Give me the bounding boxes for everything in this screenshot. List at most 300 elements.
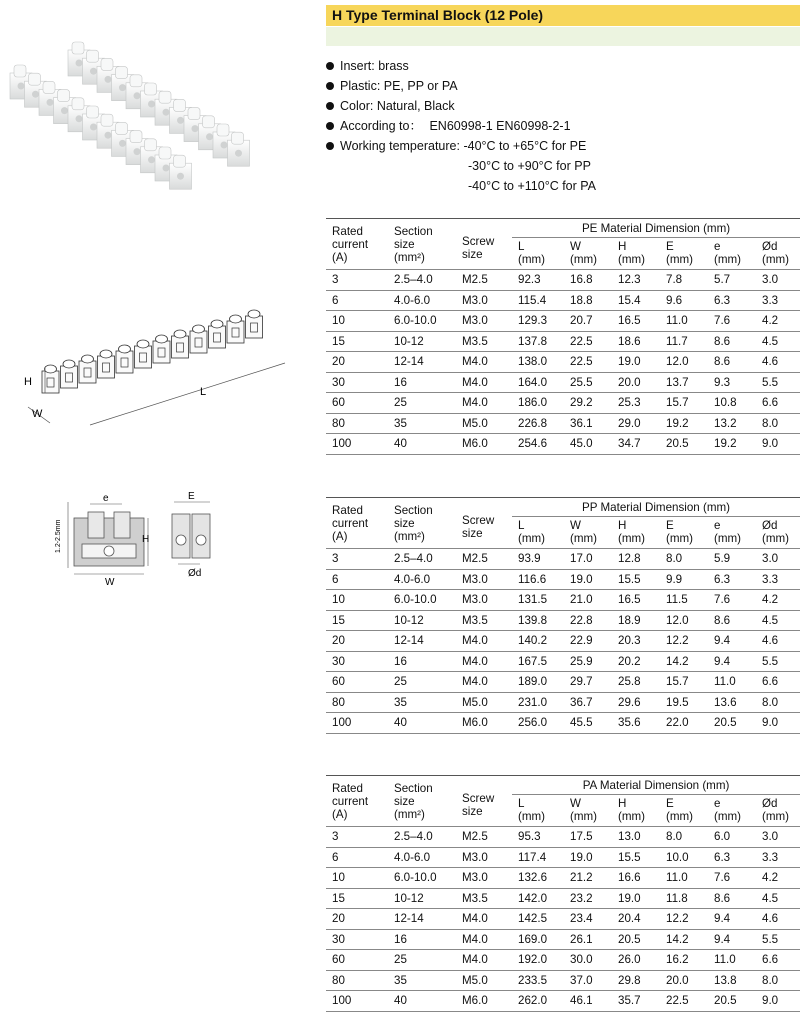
table-cell: 19.2 [660,413,708,434]
table-cell: 8.6 [708,352,756,373]
header-line: Section [394,782,433,795]
table-cell: 10-12 [388,888,456,909]
table-cell: 3 [326,270,388,291]
table-cell: 3 [326,827,388,848]
table-row [326,413,800,434]
table-cell: 20.4 [612,909,660,930]
table-row [326,331,800,352]
table-cell: 3.3 [756,290,800,311]
header-line: (A) [332,251,348,264]
table-cell: 186.0 [512,393,564,414]
table-cell: 138.0 [512,352,564,373]
table-cell: 95.3 [512,827,564,848]
header-line: (mm²) [394,808,425,821]
table-cell: 30 [326,372,388,393]
spec-item: Working temperature: -40°C to +65°C for PE [326,136,796,156]
table-cell: 115.4 [512,290,564,311]
table-row [326,970,800,991]
table-cell: 26.0 [612,950,660,971]
table-cell: M4.0 [456,950,512,971]
table-cell: 6.6 [756,672,800,693]
table-cell: 19.0 [612,888,660,909]
table-cell: 8.0 [660,827,708,848]
table-cell: 8.0 [756,692,800,713]
table-cell: M3.0 [456,590,512,611]
table-cell: 8.0 [756,970,800,991]
table-cell: 60 [326,672,388,693]
header-line: H [618,240,627,253]
table-cell: 9.0 [756,991,800,1012]
table-cell: 26.1 [564,929,612,950]
table-cell: 29.6 [612,692,660,713]
table-cell: 16 [388,929,456,950]
E-big-label: E [188,491,195,502]
table-cell: 13.0 [612,827,660,848]
table-cell: M4.0 [456,372,512,393]
table-cell: 80 [326,413,388,434]
header-line: Rated [332,225,363,238]
table-cell: 137.8 [512,331,564,352]
spec-item: Insert: brass [326,56,796,76]
table-row [326,569,800,590]
table-cell: 15.7 [660,672,708,693]
table-cell: 12-14 [388,909,456,930]
table-cell: 20.5 [660,434,708,455]
table-cell: 256.0 [512,713,564,734]
header-col [612,795,660,827]
header-line: E [666,240,674,253]
header-line: H [618,519,627,532]
table-cell: M4.0 [456,651,512,672]
range-label: 1.2-2.5mm [55,519,62,553]
table-cell: 13.7 [660,372,708,393]
table-row [326,651,800,672]
header-line: (mm) [762,532,790,545]
table-cell: 35.6 [612,713,660,734]
table-cell: 131.5 [512,590,564,611]
table-cell: 18.8 [564,290,612,311]
table-cell: 60 [326,393,388,414]
table-cell: 13.8 [708,970,756,991]
header-col [512,238,564,270]
table-cell: 8.6 [708,610,756,631]
table-cell: 4.0-6.0 [388,290,456,311]
table-cell: 16.6 [612,868,660,889]
header-line: size [462,248,483,261]
table-cell: 5.5 [756,372,800,393]
table-cell: 60 [326,950,388,971]
title-sub-bar [326,27,800,46]
header-line: W [570,240,581,253]
table-row [326,352,800,373]
header-line: L [518,797,525,810]
header-col [612,517,660,549]
header-line: e [714,519,721,532]
table-cell: 20.0 [612,372,660,393]
table-cell: 9.0 [756,434,800,455]
table-cell: 30.0 [564,950,612,971]
header-line: (mm²) [394,251,425,264]
table-cell: 12.2 [660,909,708,930]
spec-list [326,56,796,196]
table-cell: 30 [326,651,388,672]
table-cell: 12.2 [660,631,708,652]
table-cell: 22.5 [564,331,612,352]
table-cell: 10 [326,868,388,889]
table-cell: 3.0 [756,270,800,291]
header-line: (mm) [666,532,694,545]
table-cell: 6.3 [708,290,756,311]
table-cell: 140.2 [512,631,564,652]
header-rated-current [326,219,388,270]
table-cell: 16.5 [612,590,660,611]
table-cell: 40 [388,434,456,455]
table-cell: M6.0 [456,991,512,1012]
header-line: Rated [332,782,363,795]
table-cell: 9.6 [660,290,708,311]
table-cell: 5.5 [756,651,800,672]
table-cell: 20.5 [708,991,756,1012]
header-line: (mm) [714,253,742,266]
table-cell: 11.5 [660,590,708,611]
table-cell: 116.6 [512,569,564,590]
table-cell: 11.0 [708,672,756,693]
table-cell: 142.0 [512,888,564,909]
bullet-icon [326,62,334,70]
table-cell: 20.7 [564,311,612,332]
table-cell: M2.5 [456,827,512,848]
table-cell: 14.2 [660,929,708,950]
table-cell: 22.0 [660,713,708,734]
table-row [326,590,800,611]
table-cell: 46.1 [564,991,612,1012]
table-cell: 6.0-10.0 [388,868,456,889]
header-col [756,795,800,827]
table-cell: M3.5 [456,331,512,352]
table-cell: M2.5 [456,549,512,570]
header-col [660,517,708,549]
header-rated-current [326,776,388,827]
table-cell: 254.6 [512,434,564,455]
table-cell: 21.0 [564,590,612,611]
spec-item: Plastic: PE, PP or PA [326,76,796,96]
table-cell: 16.8 [564,270,612,291]
table-cell: 9.9 [660,569,708,590]
table-cell: 12.0 [660,610,708,631]
table-cell: 12.3 [612,270,660,291]
table-cell: 167.5 [512,651,564,672]
dim-h-label: H [24,376,32,388]
table-cell: M5.0 [456,413,512,434]
dimension-table [326,497,800,734]
table-cell: 22.9 [564,631,612,652]
header-screw-size [456,776,512,827]
table-cell: 4.5 [756,888,800,909]
table-cell: 15 [326,888,388,909]
header-line: (mm) [762,810,790,823]
table-row [326,270,800,291]
spec-temp-pp: -30°C to +90°C for PP [468,159,591,173]
header-col [756,517,800,549]
table-cell: 11.8 [660,888,708,909]
material-heading: PA Material Dimension (mm) [512,776,800,795]
table-cell: 6.0-10.0 [388,311,456,332]
material-heading: PE Material Dimension (mm) [512,219,800,238]
table-cell: 20.2 [612,651,660,672]
table-cell: 35 [388,692,456,713]
header-col [612,238,660,270]
table-cell: M3.5 [456,610,512,631]
table-cell: 15.5 [612,847,660,868]
table-cell: M4.0 [456,393,512,414]
header-line: e [714,797,721,810]
section-drawing [50,490,310,590]
table-cell: 4.0-6.0 [388,569,456,590]
table-cell: 7.8 [660,270,708,291]
table-row [326,610,800,631]
header-line: size [462,527,483,540]
header-col [756,238,800,270]
bullet-icon [326,122,334,130]
table-cell: 20.5 [612,929,660,950]
table-cell: 35 [388,413,456,434]
table-cell: 19.5 [660,692,708,713]
table-cell: 19.0 [564,847,612,868]
table-cell: 4.2 [756,590,800,611]
table-row [326,847,800,868]
table-cell: 9.0 [756,713,800,734]
table-row [326,372,800,393]
table-cell: M3.0 [456,290,512,311]
table-cell: M3.0 [456,847,512,868]
header-line: (A) [332,530,348,543]
header-line: e [714,240,721,253]
table-cell: 100 [326,991,388,1012]
table-cell: 20.3 [612,631,660,652]
table-cell: 9.4 [708,651,756,672]
table-cell: 233.5 [512,970,564,991]
header-line: (mm) [518,810,546,823]
W2-label: W [105,577,115,588]
table-row [326,631,800,652]
table-cell: M4.0 [456,631,512,652]
table-cell: 9.4 [708,909,756,930]
header-col [660,795,708,827]
header-line: W [570,519,581,532]
table-cell: 100 [326,713,388,734]
header-line: (mm) [618,532,646,545]
table-cell: 8.6 [708,331,756,352]
table-cell: 10 [326,311,388,332]
table-cell: 189.0 [512,672,564,693]
table-cell: 164.0 [512,372,564,393]
table-cell: 6.0-10.0 [388,590,456,611]
header-line: (mm) [618,253,646,266]
table-cell: 30 [326,929,388,950]
table-cell: 3.0 [756,549,800,570]
table-row [326,692,800,713]
header-line: (A) [332,808,348,821]
table-cell: 20.5 [708,713,756,734]
product-photo [0,40,300,230]
header-line: (mm) [714,532,742,545]
dim-l-label: L [200,386,207,398]
table-cell: M5.0 [456,692,512,713]
header-line: Section [394,225,433,238]
header-rated-current [326,498,388,549]
page-title: H Type Terminal Block (12 Pole) [326,5,800,26]
table-cell: 12-14 [388,352,456,373]
table-cell: 4.0-6.0 [388,847,456,868]
table-cell: 92.3 [512,270,564,291]
bullet-icon [326,142,334,150]
table-cell: 22.5 [660,991,708,1012]
header-line: current [332,517,369,530]
header-section-size [388,776,456,827]
header-section-size [388,498,456,549]
material-heading: PP Material Dimension (mm) [512,498,800,517]
table-cell: 231.0 [512,692,564,713]
table-cell: 35.7 [612,991,660,1012]
table-cell: 100 [326,434,388,455]
header-col [512,795,564,827]
table-cell: 15.7 [660,393,708,414]
table-cell: 22.5 [564,352,612,373]
header-line: Ød [762,240,778,253]
table-cell: 15 [326,610,388,631]
table-cell: 6.6 [756,950,800,971]
table-cell: 8.6 [708,888,756,909]
e-small-label: e [103,493,109,504]
table-cell: 25.8 [612,672,660,693]
table-cell: 10.8 [708,393,756,414]
table-row [326,549,800,570]
table-row [326,827,800,848]
header-col [512,517,564,549]
header-line: Screw [462,792,495,805]
table-cell: 3.0 [756,827,800,848]
table-cell: 15.4 [612,290,660,311]
table-cell: 3 [326,549,388,570]
table-cell: 19.0 [564,569,612,590]
table-cell: 16 [388,651,456,672]
table-cell: 13.6 [708,692,756,713]
table-cell: 6 [326,290,388,311]
table-cell: M4.0 [456,929,512,950]
table-cell: 5.5 [756,929,800,950]
table-cell: 36.1 [564,413,612,434]
table-cell: 21.2 [564,868,612,889]
table-cell: 13.2 [708,413,756,434]
table-cell: 36.7 [564,692,612,713]
table-cell: 20 [326,352,388,373]
header-line: Screw [462,514,495,527]
header-line: Ød [762,797,778,810]
table-cell: 29.0 [612,413,660,434]
header-line: (mm) [570,532,598,545]
header-screw-size [456,219,512,270]
header-line: (mm) [518,532,546,545]
header-line: current [332,795,369,808]
H2-label: H [142,534,150,545]
header-line: (mm) [666,810,694,823]
table-cell: 40 [388,991,456,1012]
table-row [326,909,800,930]
table-cell: 25.9 [564,651,612,672]
table-cell: 4.5 [756,331,800,352]
header-line: size [394,517,415,530]
table-row [326,713,800,734]
table-cell: 4.6 [756,909,800,930]
table-cell: M3.0 [456,868,512,889]
spec-item: According to： EN60998-1 EN60998-2-1 [326,116,796,136]
table-cell: 192.0 [512,950,564,971]
bullet-icon [326,102,334,110]
table-cell: 29.8 [612,970,660,991]
table-cell: 4.2 [756,311,800,332]
table-cell: 3.3 [756,847,800,868]
header-screw-size [456,498,512,549]
table-cell: 20.0 [660,970,708,991]
table-row [326,929,800,950]
header-col [564,517,612,549]
table-cell: 23.2 [564,888,612,909]
header-line: (mm) [518,253,546,266]
table-row [326,672,800,693]
table-cell: 45.5 [564,713,612,734]
header-line: (mm) [570,253,598,266]
header-line: (mm) [666,253,694,266]
table-cell: 37.0 [564,970,612,991]
table-cell: 15 [326,331,388,352]
table-row [326,290,800,311]
table-cell: 19.0 [612,352,660,373]
table-cell: M3.0 [456,311,512,332]
dim-w-label: W [32,408,43,420]
table-cell: 17.0 [564,549,612,570]
table-cell: 10 [326,590,388,611]
table-cell: 6 [326,569,388,590]
table-cell: 8.0 [660,549,708,570]
header-line: Screw [462,235,495,248]
dimension-table [326,218,800,455]
table-cell: 80 [326,692,388,713]
header-line: size [394,238,415,251]
table-cell: 25 [388,672,456,693]
dimension-drawing-3d [10,295,300,435]
table-row [326,434,800,455]
table-cell: 6.3 [708,847,756,868]
table-cell: 12.0 [660,352,708,373]
header-line: W [570,797,581,810]
header-line: Ød [762,519,778,532]
table-cell: 3.3 [756,569,800,590]
table-cell: 16 [388,372,456,393]
spec-item: Color: Natural, Black [326,96,796,116]
table-cell: 18.6 [612,331,660,352]
table-cell: 12-14 [388,631,456,652]
table-cell: 226.8 [512,413,564,434]
table-cell: M4.0 [456,352,512,373]
header-line: (mm) [618,810,646,823]
table-cell: 20 [326,909,388,930]
table-cell: 29.2 [564,393,612,414]
table-cell: M3.5 [456,888,512,909]
table-cell: 117.4 [512,847,564,868]
table-cell: 7.6 [708,311,756,332]
header-col [708,517,756,549]
header-line: E [666,797,674,810]
